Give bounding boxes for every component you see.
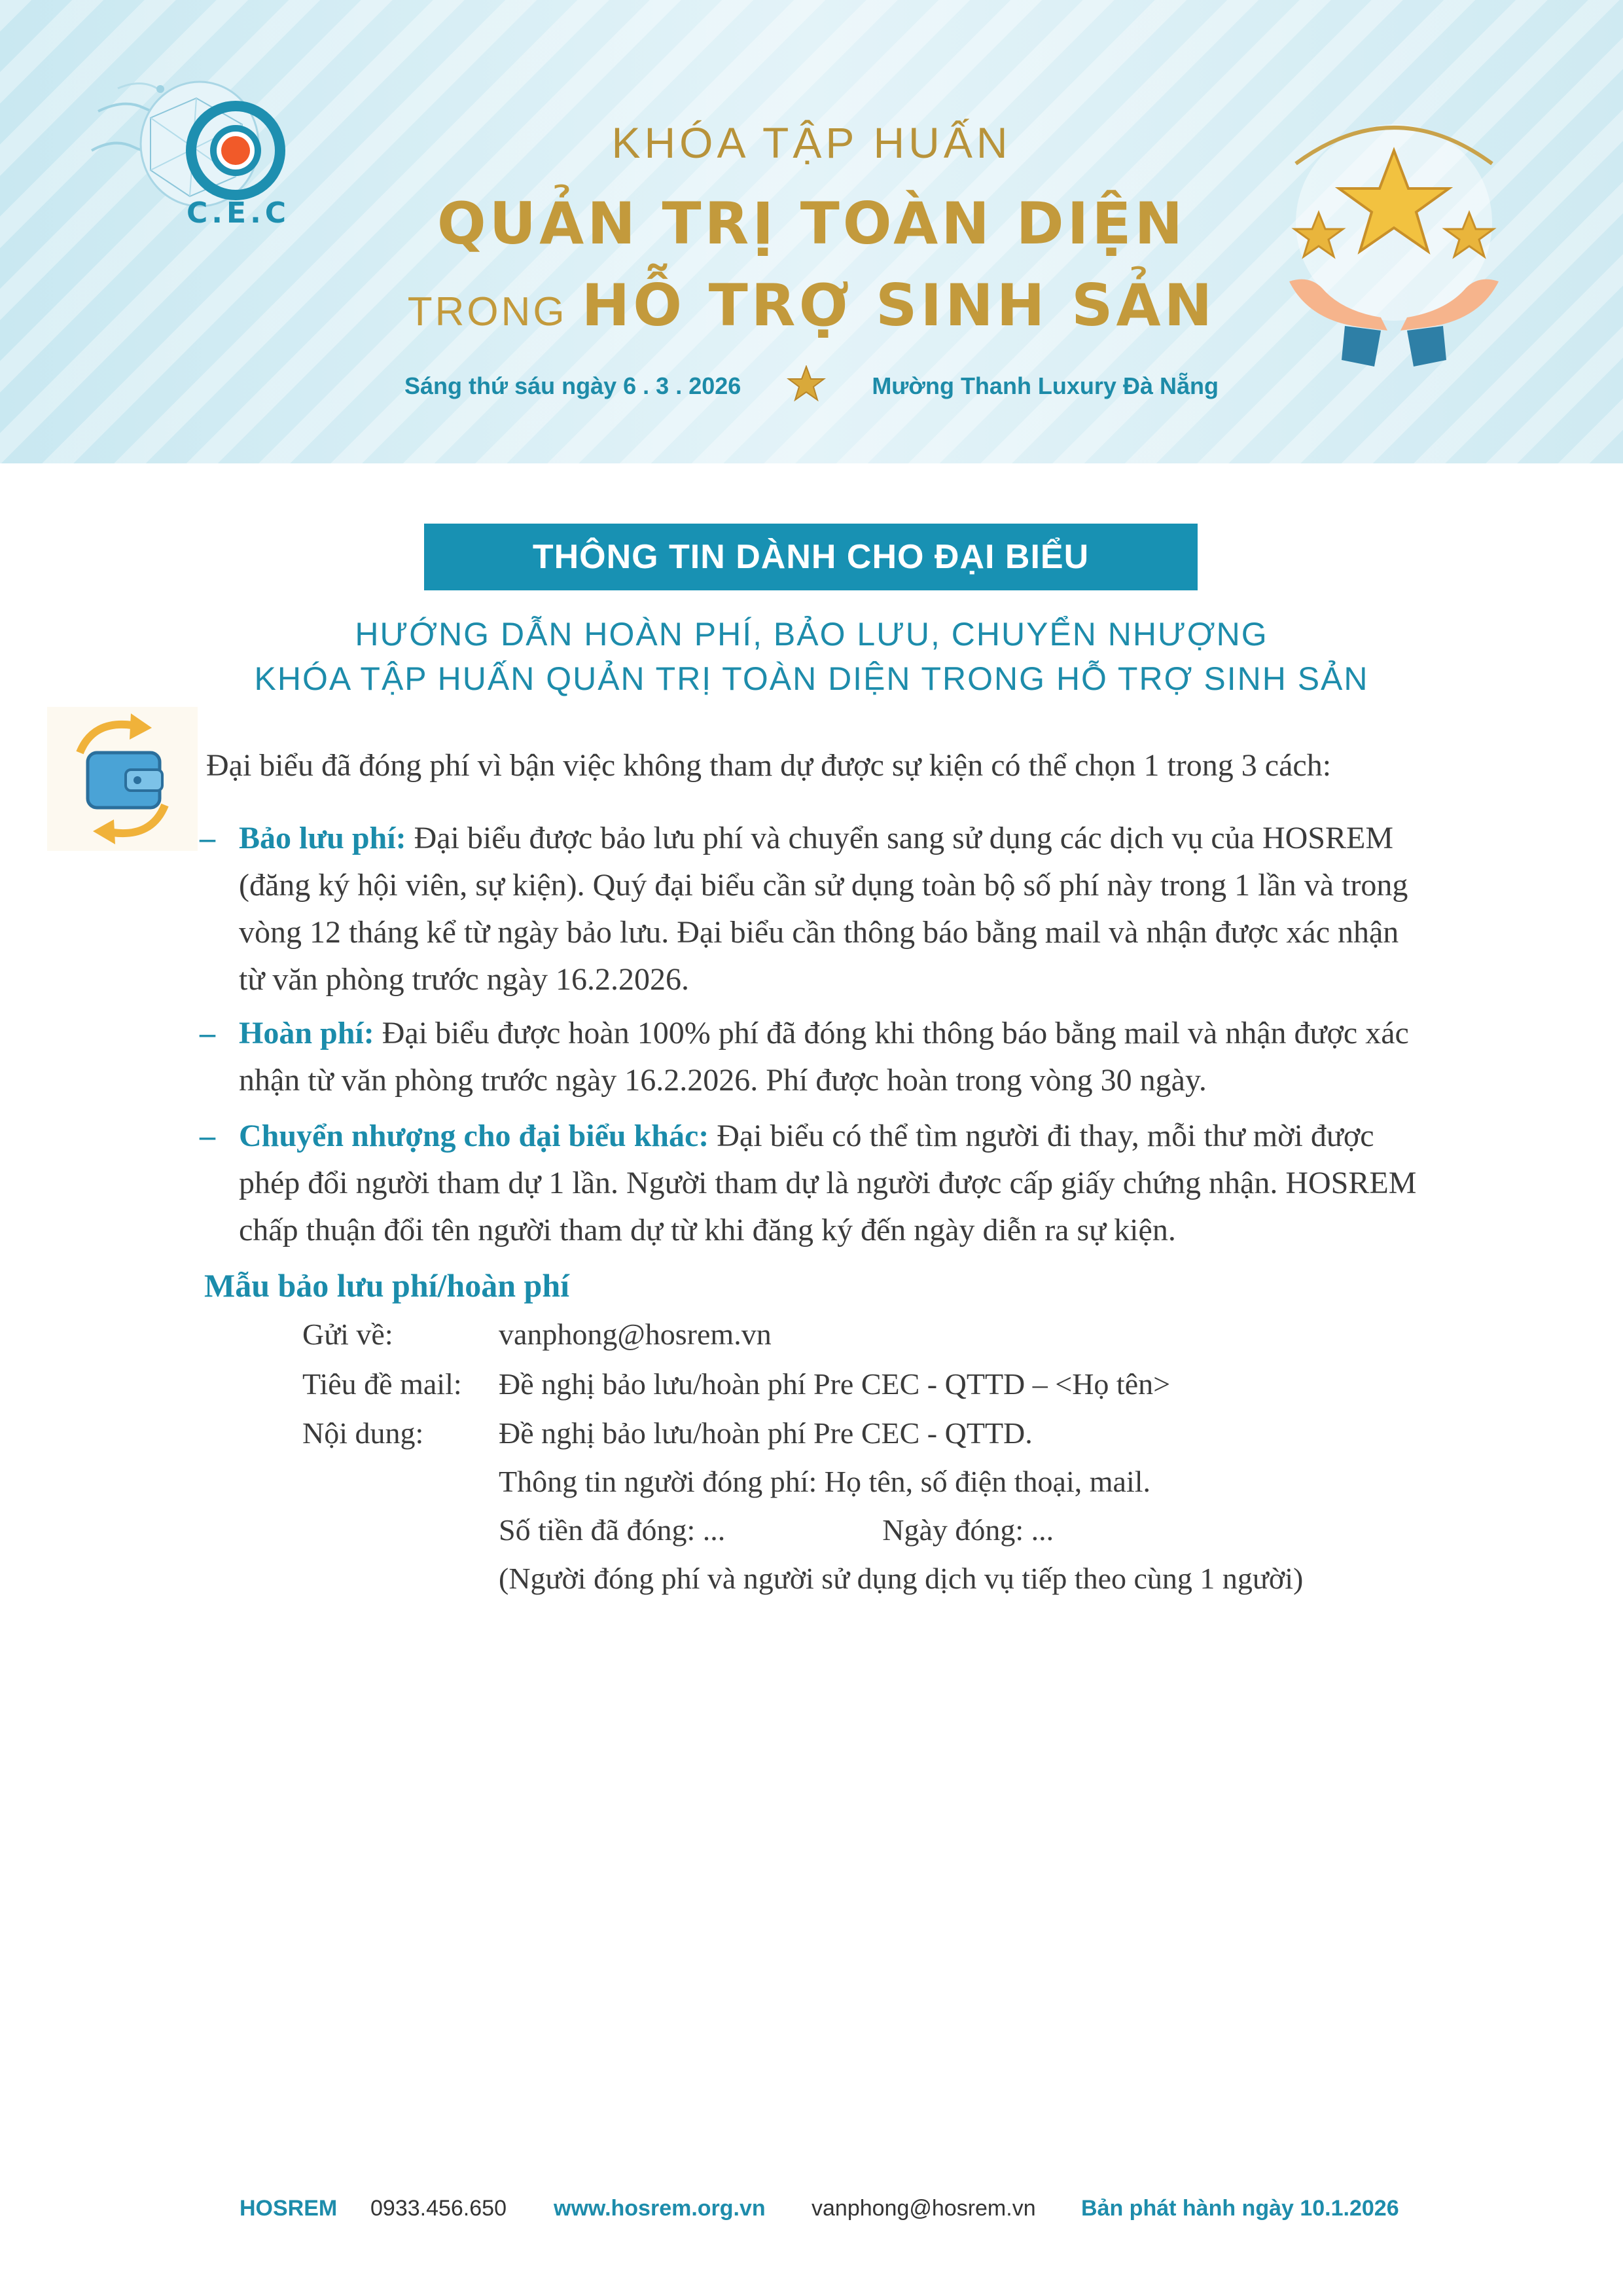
option-text: Đại biểu được hoàn 100% phí đã đóng khi thông báo bằng mail và nhận được xác nhận từ văn phòng trước ngày 16.2.2026. Phí được hoàn trong vòng 30 ngày. — [239, 1016, 1409, 1098]
award-stars-hands-icon — [1283, 105, 1505, 380]
form-title: Mẫu bảo lưu phí/hoàn phí — [204, 1267, 570, 1304]
footer-phone[interactable]: 0933.456.650 — [370, 2196, 507, 2221]
footer-org: HOSREM — [240, 2196, 338, 2221]
option-transfer — [200, 1113, 1423, 1254]
event-date: Sáng thứ sáu ngày 6 . 3 . 2026 — [404, 372, 741, 399]
course-title-main: HỖ TRỢ SINH SẢN — [581, 272, 1216, 339]
option-reserve-fee — [200, 815, 1423, 1003]
form-payment-date: Ngày đóng: ... — [882, 1513, 1054, 1547]
form-subject-value: Đề nghị bảo lưu/hoàn phí Pre CEC - QTTD – <Họ tên> — [499, 1367, 1171, 1401]
form-content-line1: Đề nghị bảo lưu/hoàn phí Pre CEC - QTTD. — [499, 1416, 1033, 1450]
event-venue: Mường Thanh Luxury Đà Nẵng — [872, 372, 1219, 399]
course-title-prefix: TRONG — [407, 289, 567, 334]
bullet-dash: – — [200, 1119, 215, 1153]
section-banner: THÔNG TIN DÀNH CHO ĐẠI BIỂU — [424, 524, 1198, 590]
form-send-to-label: Gửi về: — [302, 1318, 393, 1351]
form-content-line3 — [499, 1513, 1054, 1547]
star-separator-icon — [787, 365, 826, 402]
footer-email-link[interactable]: vanphong@hosrem.vn — [812, 2196, 1036, 2221]
option-label: Bảo lưu phí: — [239, 821, 406, 855]
bullet-dash: – — [200, 821, 215, 855]
guide-subtitle-line1: HƯỚNG DẪN HOÀN PHÍ, BẢO LƯU, CHUYỂN NHƯỢNG — [355, 616, 1268, 653]
guide-subtitle-line2: KHÓA TẬP HUẤN QUẢN TRỊ TOÀN DIỆN TRONG HỖ TRỢ SINH SẢN — [254, 660, 1369, 697]
form-subject-label: Tiêu đề mail: — [302, 1367, 462, 1401]
form-send-to-row — [302, 1317, 772, 1352]
course-title-line1: KHÓA TẬP HUẤN — [611, 118, 1012, 167]
form-content-label: Nội dung: — [302, 1416, 424, 1450]
footer-release-date: Bản phát hành ngày 10.1.2026 — [1081, 2196, 1399, 2221]
intro-text: Đại biểu đã đóng phí vì bận việc không tham dự được sự kiện có thể chọn 1 trong 3 cách: — [206, 748, 1332, 783]
form-send-to-email[interactable]: vanphong@hosrem.vn — [499, 1318, 772, 1351]
logo-text: C.E.C — [187, 196, 291, 230]
form-content-row — [302, 1416, 1033, 1450]
form-subject-row — [302, 1367, 1170, 1401]
option-refund — [200, 1010, 1423, 1104]
option-text: Đại biểu được bảo lưu phí và chuyển sang sử dụng các dịch vụ của HOSREM (đăng ký hội viên, sự kiện). Quý đại biểu cần sử dụng toàn bộ số phí này trong 1 lần và trong vòng 12 tháng kể từ ngày bảo lưu. Đại biểu cần thông báo bằng mail và nhận được xác nhận từ văn phòng trước ngày 16.2.2026. — [239, 821, 1408, 997]
header-banner — [0, 0, 1623, 463]
footer-website-link[interactable]: www.hosrem.org.vn — [554, 2196, 766, 2221]
wallet-refund-icon — [47, 707, 198, 851]
bullet-dash: – — [200, 1016, 215, 1050]
form-content-note: (Người đóng phí và người sử dụng dịch vụ tiếp theo cùng 1 người) — [499, 1562, 1304, 1595]
form-content-line2: Thông tin người đóng phí: Họ tên, số điện thoại, mail. — [499, 1465, 1151, 1498]
option-text: Đại biểu có thể tìm người đi thay, mỗi thư mời được phép đổi người tham dự 1 lần. Người tham dự là người được cấp giấy chứng nhận. HOSREM chấp thuận đổi tên người tham dự từ khi đăng ký đến ngày diễn ra sự kiện. — [239, 1119, 1417, 1247]
course-title-line2: QUẢN TRỊ TOÀN DIỆN — [437, 190, 1186, 257]
form-amount-paid: Số tiền đã đóng: ... — [499, 1513, 726, 1547]
option-label: Chuyển nhượng cho đại biểu khác: — [239, 1119, 709, 1153]
option-label: Hoàn phí: — [239, 1016, 374, 1050]
